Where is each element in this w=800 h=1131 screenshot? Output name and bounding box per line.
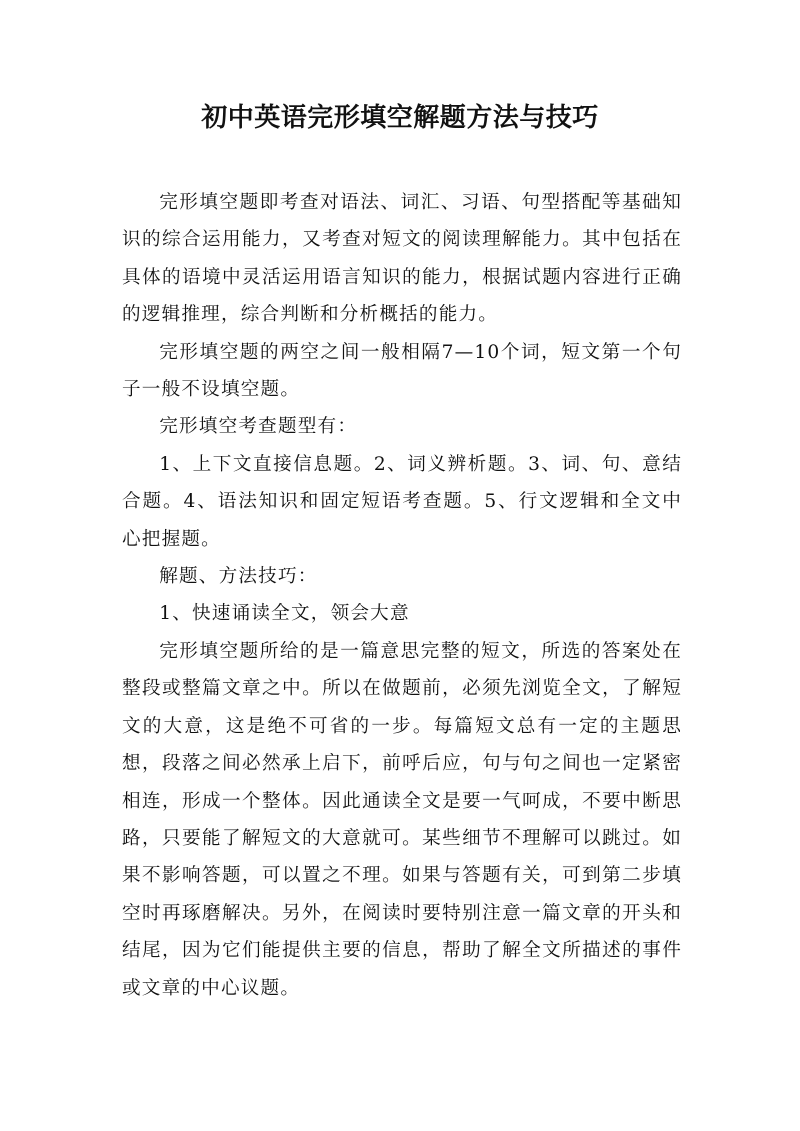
document-title: 初中英语完形填空解题方法与技巧	[201, 103, 599, 133]
document-body	[122, 184, 682, 1007]
paragraph-step-one-body: 完形填空题所给的是一篇意思完整的短文，所选的答案处在整段或整篇文章之中。所以在做题前，必须先浏览全文，了解短文的大意，这是绝不可省的一步。每篇短文总有一定的主题思想，段落之间必然承上启下，前呼后应，句与句之间也一定紧密相连，形成一个整体。因此通读全文是要一气呵成，不要中断思路，只要能了解短文的大意就可。某些细节不理解可以跳过。如果不影响答题，可以置之不理。如果与答题有关，可到第二步填空时再琢磨解决。另外，在阅读时要特别注意一篇文章的开头和结尾，因为它们能提供主要的信息，帮助了解全文所描述的事件或文章的中心议题。	[122, 640, 682, 999]
paragraph-gap-spacing: 完形填空题的两空之间一般相隔7—10个词，短文第一个句子一般不设填空题。	[122, 341, 682, 401]
paragraph-question-types-list: 1、上下文直接信息题。2、词义辨析题。3、词、句、意结合题。4、语法知识和固定短语考查题。5、行文逻辑和全文中心把握题。	[122, 453, 682, 550]
paragraph-step-one-heading: 1、快速诵读全文，领会大意	[159, 603, 410, 625]
paragraph-methods-heading: 解题、方法技巧：	[159, 566, 318, 588]
paragraph-question-types-heading: 完形填空考查题型有：	[159, 416, 358, 438]
paragraph-intro: 完形填空题即考查对语法、词汇、习语、句型搭配等基础知识的综合运用能力，又考查对短文的阅读理解能力。其中包括在具体的语境中灵活运用语言知识的能力，根据试题内容进行正确的逻辑推理，综合判断和分析概括的能力。	[122, 192, 682, 326]
